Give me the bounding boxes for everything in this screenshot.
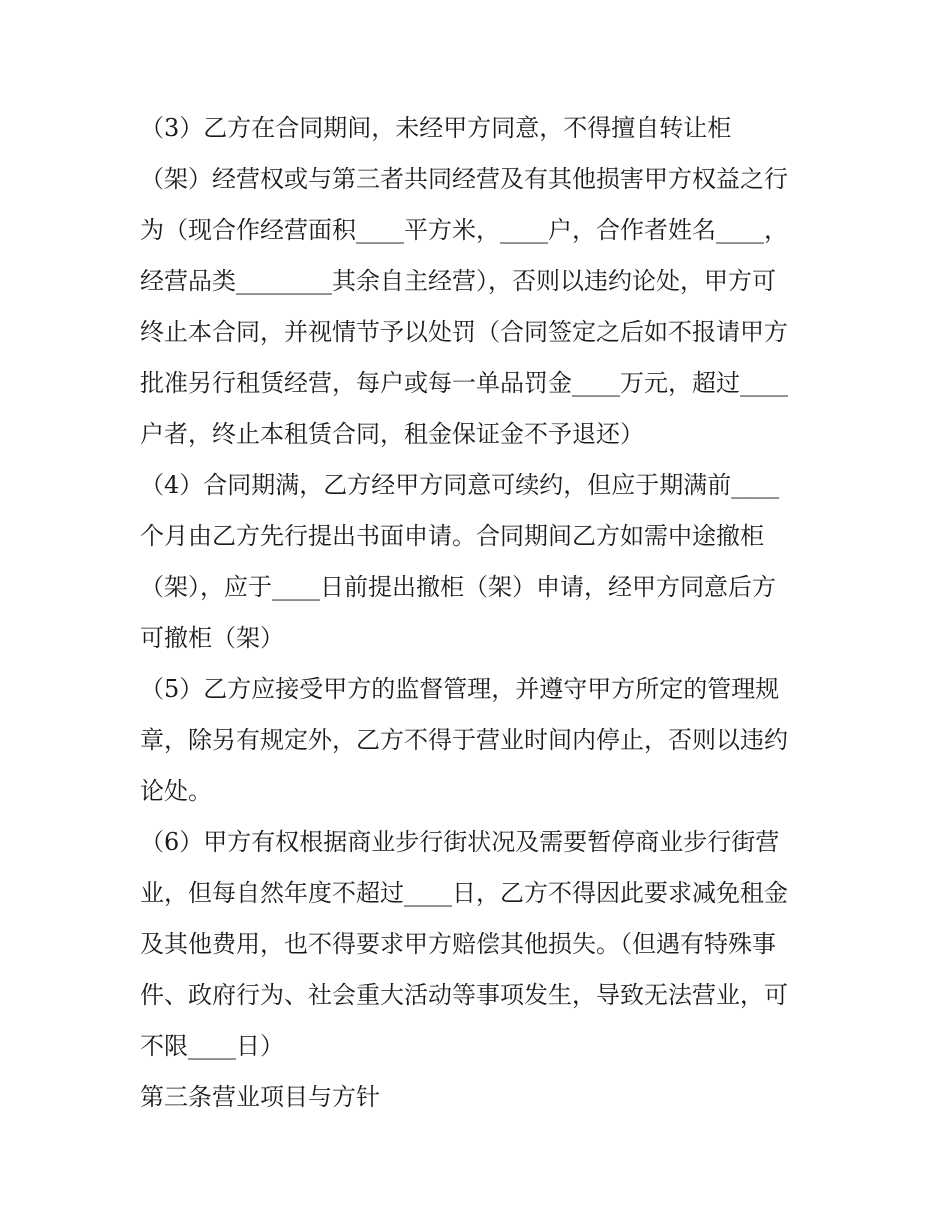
text-line: 业，但每自然年度不超过____日，乙方不得因此要求减免租金 [140, 879, 788, 907]
text-line: 及其他费用，也不得要求甲方赔偿其他损失。（但遇有特殊事 [140, 930, 776, 958]
text-line: （5）乙方应接受甲方的监督管理，并遵守甲方所定的管理规 [140, 675, 780, 703]
clause-4-paragraph [140, 460, 820, 664]
text-line: 经营品类________其余自主经营），否则以违约论处，甲方可 [140, 267, 776, 295]
text-line: （4）合同期满，乙方经甲方同意可续约，但应于期满前____ [140, 471, 780, 499]
text-line: （3）乙方在合同期间，未经甲方同意，不得擅自转让柜 [140, 114, 732, 142]
text-line: 终止本合同，并视情节予以处罚（合同签定之后如不报请甲方 [140, 318, 788, 346]
text-line: （6）甲方有权根据商业步行街状况及需要暂停商业步行街营 [140, 828, 780, 856]
clause-3-paragraph [140, 103, 820, 460]
text-line: 户者，终止本租赁合同，租金保证金不予退还） [140, 420, 644, 448]
text-line: 个月由乙方先行提出书面申请。合同期间乙方如需中途撤柜 [140, 522, 764, 550]
text-line: （架）经营权或与第三者共同经营及有其他损害甲方权益之行 [140, 165, 788, 193]
document-body [140, 103, 820, 1123]
text-line: 章，除另有规定外，乙方不得于营业时间内停止，否则以违约 [140, 726, 788, 754]
clause-6-paragraph [140, 817, 820, 1072]
clause-5-paragraph [140, 664, 820, 817]
text-line: 为（现合作经营面积____平方米，____户，合作者姓名____， [140, 216, 788, 244]
text-line: 不限____日） [140, 1032, 284, 1060]
section-heading: 第三条营业项目与方针 [140, 1083, 380, 1111]
text-line: 论处。 [140, 777, 212, 805]
text-line: 件、政府行为、社会重大活动等事项发生，导致无法营业，可 [140, 981, 788, 1009]
text-line: 可撤柜（架） [140, 624, 284, 652]
text-line: （架），应于____日前提出撤柜（架）申请，经甲方同意后方 [140, 573, 776, 601]
section-heading-article-3 [140, 1072, 820, 1123]
text-line: 批准另行租赁经营，每户或每一单品罚金____万元，超过____ [140, 369, 788, 397]
